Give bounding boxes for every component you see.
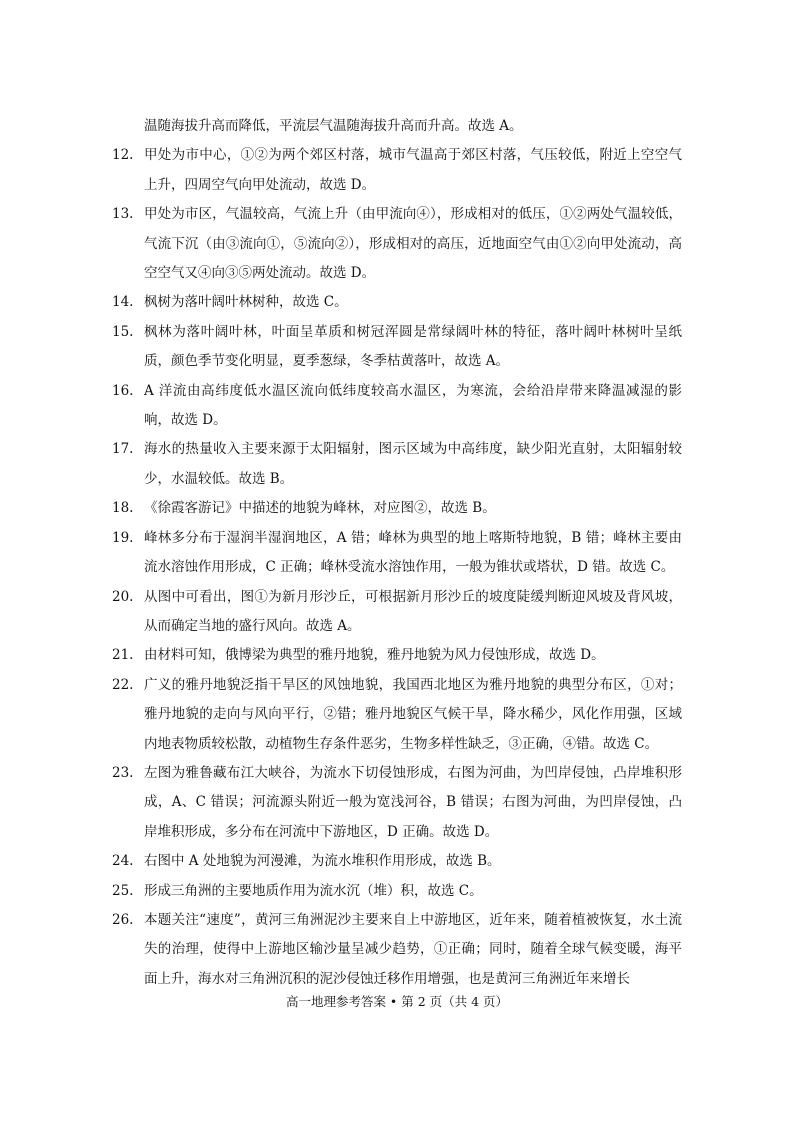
answer-number: 14. bbox=[112, 294, 134, 311]
answer-text: 甲处为市区，气温较高，气流上升（由甲流向④），形成相对的低压，①②两处气温较低，气流下沉（由③流向①，⑤流向②），形成相对的高压，近地面空气由①②向甲处流动，高空空气又④向③⑤两处流动。故选 D。 bbox=[144, 206, 682, 282]
answer-text: 峰林多分布于湿润半湿润地区，A 错；峰林为典型的地上喀斯特地貌，B 错；峰林主要由流水溶蚀作用形成，C 正确；峰林受流水溶蚀作用，一般为锥状或塔状，D 错。故选 C。 bbox=[144, 529, 682, 576]
answer-item bbox=[112, 877, 682, 906]
answer-number: 23. bbox=[112, 764, 134, 781]
answer-number: 26. bbox=[112, 911, 134, 928]
answer-item bbox=[112, 200, 682, 288]
answer-item bbox=[112, 847, 682, 876]
answer-number: 16. bbox=[112, 382, 134, 399]
answer-item bbox=[112, 906, 682, 994]
answer-item bbox=[112, 318, 682, 377]
answer-text: 《徐霞客游记》中描述的地貌为峰林，对应图②，故选 B。 bbox=[144, 500, 496, 517]
answer-text: 本题关注“速度”，黄河三角洲泥沙主要来自上中游地区，近年来，随着植被恢复，水土流失的治理，使得中上游地区输沙量呈减少趋势，①正确；同时，随着全球气候变暖，海平面上升，海水对三角洲沉积的泥沙侵蚀迁移作用增强，也是黄河三角洲近年来增长 bbox=[144, 911, 682, 987]
answer-item bbox=[112, 494, 682, 523]
page-footer: 高一地理参考答案 • 第 2 页（共 4 页） bbox=[285, 994, 509, 1009]
answer-text: 广义的雅丹地貌泛指干旱区的风蚀地貌，我国西北地区为雅丹地貌的典型分布区，①对；雅丹地貌的走向与风向平行，②错；雅丹地貌区气候干旱，降水稀少，风化作用强，区域内地表物质较松散，动植物生存条件恶劣，生物多样性缺乏，③正确，④错。故选 C。 bbox=[144, 676, 682, 752]
answer-list bbox=[112, 112, 682, 994]
answer-text: 左图为雅鲁藏布江大峡谷，为流水下切侵蚀形成，右图为河曲，为凹岸侵蚀，凸岸堆积形成，A、C 错误；河流源头附近一般为宽浅河谷，B 错误；右图为河曲，为凹岸侵蚀，凸岸堆积形成，多分布在河流中下游地区，D 正确。故选 D。 bbox=[144, 764, 682, 840]
answer-number: 21. bbox=[112, 647, 134, 664]
answer-number: 25. bbox=[112, 882, 134, 899]
answer-number: 13. bbox=[112, 206, 134, 223]
continued-answer-text: 温随海拔升高而降低，平流层气温随海拔升高而升高。故选 A。 bbox=[144, 118, 523, 134]
answer-text: 枫林为落叶阔叶林，叶面呈革质和树冠浑圆是常绿阔叶林的特征，落叶阔叶林树叶呈纸质，颜色季节变化明显，夏季葱绿，冬季枯黄落叶，故选 A。 bbox=[144, 323, 682, 370]
answer-number: 19. bbox=[112, 529, 134, 546]
answer-text: 从图中可看出，图①为新月形沙丘，可根据新月形沙丘的坡度陡缓判断迎风坡及背风坡，从而确定当地的盛行风向。故选 A。 bbox=[144, 588, 682, 634]
answer-item bbox=[112, 759, 682, 847]
answer-text: 海水的热量收入主要来源于太阳辐射，图示区域为中高纬度，缺少阳光直射，太阳辐射较少，水温较低。故选 B。 bbox=[144, 441, 682, 487]
answer-text: 由材料可知，俄博梁为典型的雅丹地貌，雅丹地貌为风力侵蚀形成，故选 D。 bbox=[144, 647, 605, 664]
answer-text: 形成三角洲的主要地质作用为流水沉（堆）积，故选 C。 bbox=[144, 882, 483, 899]
answer-text: 右图中 A 处地貌为河漫滩，为流水堆积作用形成，故选 B。 bbox=[144, 853, 501, 870]
answer-number: 24. bbox=[112, 853, 134, 870]
answer-item bbox=[112, 583, 682, 642]
answer-text: 甲处为市中心，①②为两个郊区村落，城市气温高于郊区村落，气压较低，附近上空空气上升，四周空气向甲处流动，故选 D。 bbox=[144, 147, 682, 193]
answer-text: A 洋流由高纬度低水温区流向低纬度较高水温区，为寒流，会给沿岸带来降温减湿的影响，故选 D。 bbox=[144, 382, 682, 429]
answer-item bbox=[112, 435, 682, 494]
answer-number: 15. bbox=[112, 323, 134, 340]
answer-item bbox=[112, 141, 682, 200]
answer-text: 枫树为落叶阔叶林树种，故选 C。 bbox=[144, 294, 348, 311]
answer-item bbox=[112, 671, 682, 759]
answer-item bbox=[112, 641, 682, 670]
answer-item bbox=[112, 377, 682, 436]
answer-number: 22. bbox=[112, 676, 134, 693]
answer-item bbox=[112, 288, 682, 317]
answer-number: 18. bbox=[112, 500, 134, 517]
answer-number: 17. bbox=[112, 441, 134, 458]
answer-number: 20. bbox=[112, 588, 134, 605]
answer-item bbox=[112, 524, 682, 583]
answer-number: 12. bbox=[112, 147, 134, 164]
